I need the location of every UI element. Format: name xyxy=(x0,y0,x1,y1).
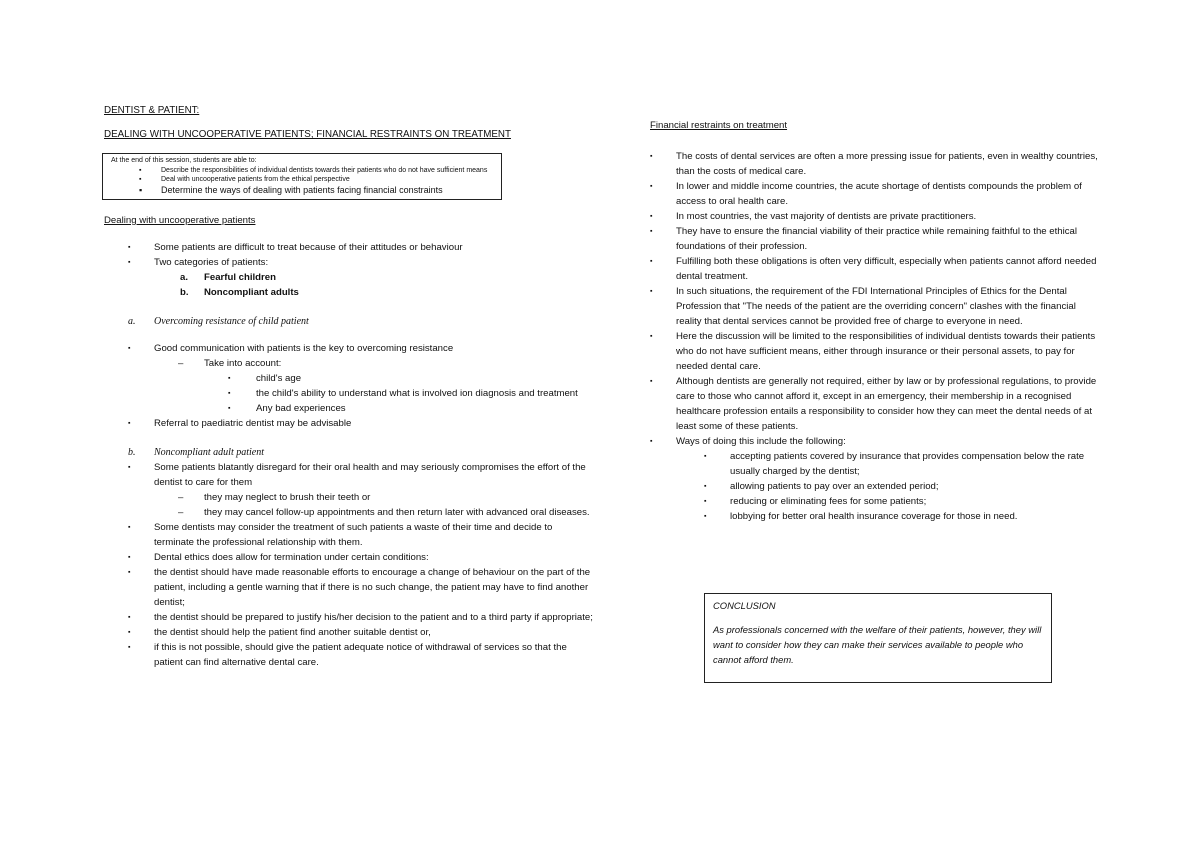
sub-bullet-item: ▪ allowing patients to pay over an extended period; xyxy=(704,481,939,492)
subsection-heading-a: a. Overcoming resistance of child patient xyxy=(128,315,309,327)
conclusion-title: CONCLUSION xyxy=(713,600,776,611)
list-item: ▪ Some dentists may consider the treatment of such patients a waste of their time and decide to terminate the professional relationship with them. xyxy=(128,521,553,548)
bullet-icon: ▪ xyxy=(704,498,707,505)
list-item: ▪ Here the discussion will be limited to the responsibilities of individual dentists towards their patients who do not have sufficient means, either through insurance or their personal assets, to pay for needed dental care. xyxy=(650,331,1096,372)
list-item: ▪ Two categories of patients: xyxy=(128,256,269,268)
bullet-icon: ▪ xyxy=(128,463,131,471)
list-item: ▪ Fulfilling both these obligations is often very difficult, especially when patients cannot afford needed dental treatment. xyxy=(650,256,1097,282)
list-item: ▪ Although dentists are generally not required, either by law or by professional regulations, to provide care to those who cannot afford it, except in an emergency, their membership in a recognised healthcare profession entails a responsibility to consider how they can meet the dental needs of at least some of these patients. xyxy=(650,376,1097,432)
sub-bullet-item: ▪ reducing or eliminating fees for some patients; xyxy=(704,496,927,507)
list-item: ▪ if this is not possible, should give the patient adequate notice of withdrawal of services so that the patient can find alternative dental care. xyxy=(128,641,567,668)
bullet-icon: ▪ xyxy=(128,344,131,352)
left-column xyxy=(104,104,594,670)
bullet-icon: ▪ xyxy=(650,288,653,295)
bullet-icon: ▪ xyxy=(650,438,653,445)
list-item: ▪ The costs of dental services are often a more pressing issue for patients, even in wealthy countries, than the costs of medical care. xyxy=(650,151,1098,177)
list-item: ▪ Ways of doing this include the following: xyxy=(650,436,846,447)
objectives-intro: At the end of this session, students are able to: xyxy=(111,157,257,164)
list-item: ▪ the dentist should be prepared to justify his/her decision to the patient and to a third party if appropriate; xyxy=(128,611,593,623)
list-item: ▪ the dentist should have made reasonable efforts to encourage a change of behaviour on the part of the patient, including a gentle warning that if there is no such change, the patient may have to find another dentist; xyxy=(128,566,591,608)
sub-bullet-item: ▪ accepting patients covered by insurance that provides compensation below the rate usually charged by the dentist; xyxy=(704,451,1085,477)
bullet-icon: ▪ xyxy=(704,483,707,490)
subsection-heading-b: b. Noncompliant adult patient xyxy=(128,446,264,458)
list-item: ▪ Some patients blatantly disregard for their oral health and may seriously compromises the effort of the dentist to care for them xyxy=(128,461,586,488)
bullet-icon: ▪ xyxy=(128,628,131,636)
list-item: ▪ In most countries, the vast majority of dentists are private practitioners. xyxy=(650,211,977,222)
bullet-icon: ▪ xyxy=(139,166,142,174)
bullet-icon: ▪ xyxy=(128,419,131,427)
bullet-icon: ▪ xyxy=(139,176,142,183)
document-subtitle: DEALING WITH UNCOOPERATIVE PATIENTS; FINANCIAL RESTRAINTS ON TREATMENT xyxy=(104,129,511,140)
list-item: ▪ Referral to paediatric dentist may be advisable xyxy=(128,417,352,429)
bullet-icon: ▪ xyxy=(228,404,231,412)
objective-item: ▪ Determine the ways of dealing with patients facing financial constraints xyxy=(139,184,443,195)
learning-objectives-box xyxy=(102,153,502,200)
category-item: a. Fearful children xyxy=(180,271,276,283)
list-item: ▪ Dental ethics does allow for termination under certain conditions: xyxy=(128,551,429,563)
bullet-icon: ▪ xyxy=(128,553,131,561)
document-title: DENTIST & PATIENT: xyxy=(104,105,200,116)
conclusion-text: As professionals concerned with the welfare of their patients, however, they will want to consider how they can make their services available to people who cannot afford them. xyxy=(713,624,1042,665)
objective-item: ▪ Describe the responsibilities of individual dentists towards their patients who do not have sufficient means xyxy=(139,166,488,174)
dash-item: – they may neglect to brush their teeth or xyxy=(178,491,371,503)
list-item: ▪ In such situations, the requirement of the FDI International Principles of Ethics for the Dental Profession that "The needs of the patient are the overriding concern" clashes with the financial reality that dental services cannot be provided free of charge to everyone in need. xyxy=(650,286,1076,327)
bullet-icon: ▪ xyxy=(650,183,653,190)
section-heading: Financial restraints on treatment xyxy=(650,120,788,131)
bullet-icon: ▪ xyxy=(228,374,231,382)
section-heading: Dealing with uncooperative patients xyxy=(104,214,256,226)
bullet-icon: ▪ xyxy=(128,258,131,266)
bullet-icon: ▪ xyxy=(650,258,653,265)
sub-bullet-item: ▪ child's age xyxy=(228,372,302,384)
bullet-icon: ▪ xyxy=(650,378,653,385)
right-column xyxy=(650,118,1100,524)
list-item: ▪ In lower and middle income countries, the acute shortage of dentists compounds the problem of access to oral health care. xyxy=(650,181,1082,207)
list-item: ▪ Good communication with patients is the key to overcoming resistance xyxy=(128,342,454,354)
bullet-icon: ▪ xyxy=(128,523,131,531)
bullet-icon: ▪ xyxy=(650,153,653,160)
list-item: ▪ They have to ensure the financial viability of their practice while remaining faithful to the ethical foundations of their profession. xyxy=(650,226,1078,252)
bullet-icon: ▪ xyxy=(650,213,653,220)
dash-item: – they may cancel follow-up appointments and then return later with advanced oral diseases. xyxy=(178,506,590,518)
bullet-icon: ▪ xyxy=(128,243,131,251)
sub-bullet-item: ▪ lobbying for better oral health insurance coverage for those in need. xyxy=(704,511,1018,522)
bullet-icon: ▪ xyxy=(704,513,707,520)
bullet-icon: ▪ xyxy=(228,389,231,397)
bullet-icon: ▪ xyxy=(128,613,131,621)
list-item: ▪ Some patients are difficult to treat because of their attitudes or behaviour xyxy=(128,241,463,253)
list-item: ▪ the dentist should help the patient find another suitable dentist or, xyxy=(128,626,431,638)
objective-item: ▪ Deal with uncooperative patients from the ethical perspective xyxy=(139,176,350,183)
bullet-icon: ▪ xyxy=(650,228,653,235)
sub-bullet-item: ▪ the child's ability to understand what is involved ion diagnosis and treatment xyxy=(228,387,578,399)
category-item: b. Noncompliant adults xyxy=(180,286,299,298)
bullet-icon: ▪ xyxy=(128,568,131,576)
dash-item: – Take into account: xyxy=(178,357,282,369)
bullet-icon: ▪ xyxy=(128,643,131,651)
bullet-icon: ▪ xyxy=(704,453,707,460)
sub-bullet-item: ▪ Any bad experiences xyxy=(228,402,346,414)
bullet-icon: ▪ xyxy=(139,184,143,195)
bullet-icon: ▪ xyxy=(650,333,653,340)
conclusion-box xyxy=(704,593,1052,683)
